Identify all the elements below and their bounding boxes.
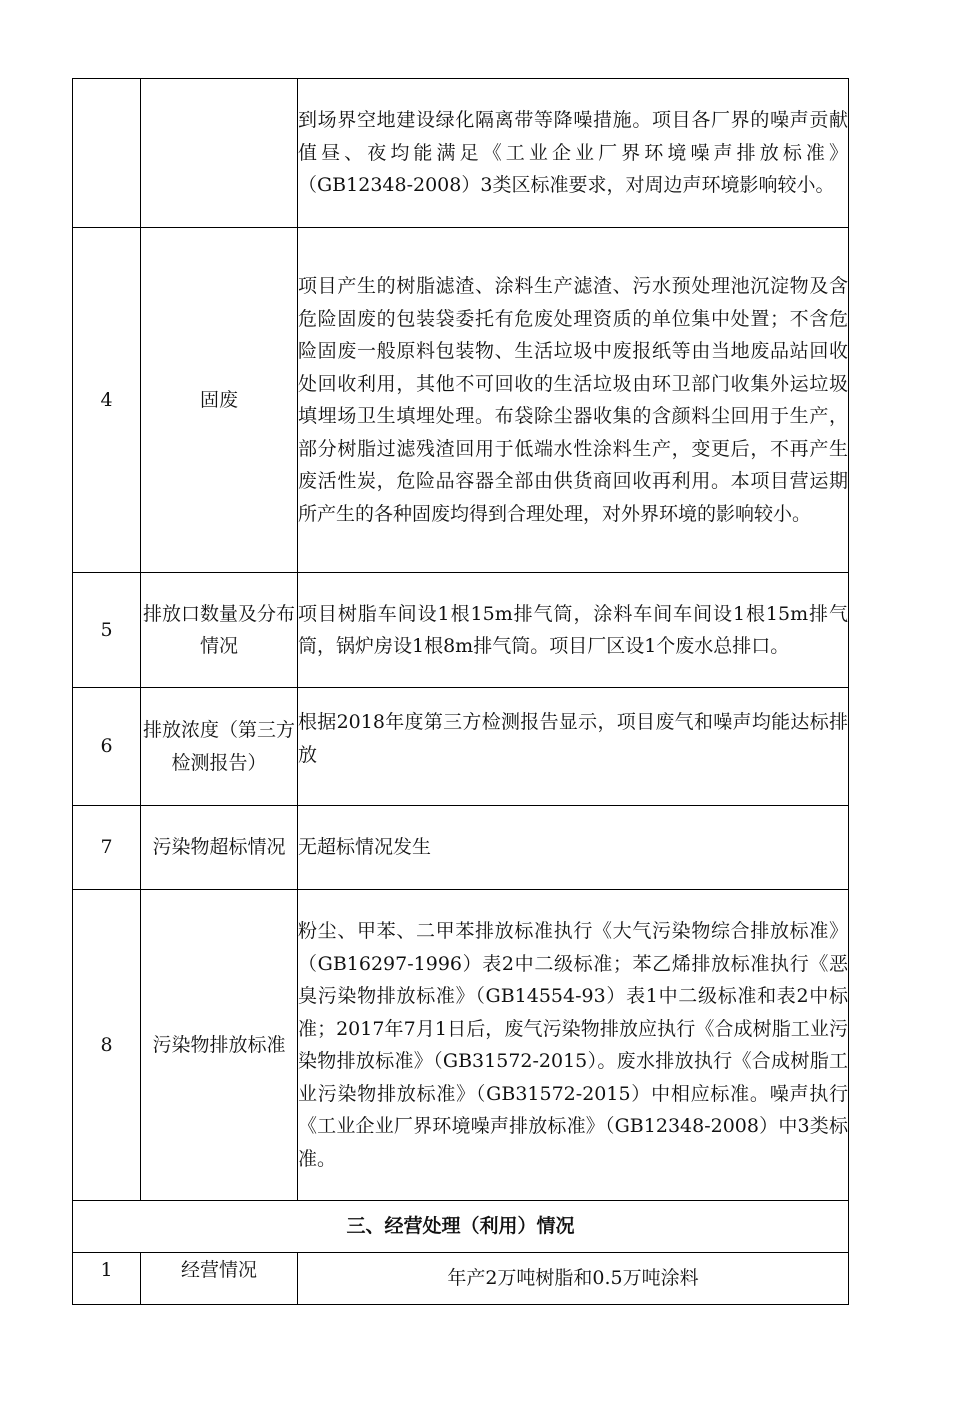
- row-item: 污染物排放标准: [141, 890, 298, 1201]
- row-content: 到场界空地建设绿化隔离带等降噪措施。项目各厂界的噪声贡献值昼、夜均能满足《工业企业厂界环境噪声排放标准》（GB12348-2008）3类区标准要求，对周边声环境影响较小。: [298, 79, 849, 228]
- row-number: 1: [73, 1253, 141, 1305]
- row-content: 年产2万吨树脂和0.5万吨涂料: [298, 1253, 849, 1305]
- row-item: 排放口数量及分布情况: [141, 573, 298, 688]
- row-content: 根据2018年度第三方检测报告显示，项目废气和噪声均能达标排放: [298, 688, 849, 806]
- section-header-row: [73, 1201, 849, 1253]
- row-number: [73, 79, 141, 228]
- table-row: [73, 1253, 849, 1305]
- row-number: 5: [73, 573, 141, 688]
- row-item: 固废: [141, 228, 298, 573]
- row-content: 项目树脂车间设1根15m排气筒，涂料车间车间设1根15m排气筒，锅炉房设1根8m排气筒。项目厂区设1个废水总排口。: [298, 573, 849, 688]
- row-item: 污染物超标情况: [141, 806, 298, 890]
- section-title: 三、经营处理（利用）情况: [73, 1201, 849, 1253]
- table-row: [73, 890, 849, 1201]
- row-item: [141, 79, 298, 228]
- row-number: 4: [73, 228, 141, 573]
- row-number: 6: [73, 688, 141, 806]
- row-number: 8: [73, 890, 141, 1201]
- row-item: 经营情况: [141, 1253, 298, 1305]
- table-row: [73, 688, 849, 806]
- row-content: 粉尘、甲苯、二甲苯排放标准执行《大气污染物综合排放标准》（GB16297-1996）表2中二级标准；苯乙烯排放标准执行《恶臭污染物排放标准》（GB14554-93）表1中二级标准和表2中标准；2017年7月1日后，废气污染物排放应执行《合成树脂工业污染物排放标准》（GB31572-2015）。废水排放执行《合成树脂工业污染物排放标准》（GB31572-2015）中相应标准。噪声执行《工业企业厂界环境噪声排放标准》（GB12348-2008）中3类标准。: [298, 890, 849, 1201]
- row-content: 无超标情况发生: [298, 806, 849, 890]
- table-row: [73, 806, 849, 890]
- row-content: 项目产生的树脂滤渣、涂料生产滤渣、污水预处理池沉淀物及含危险固废的包装袋委托有危废处理资质的单位集中处置；不含危险固废一般原料包装物、生活垃圾中废报纸等由当地废品站回收处回收利用，其他不可回收的生活垃圾由环卫部门收集外运垃圾填埋场卫生填埋处理。布袋除尘器收集的含颜料尘回用于生产，部分树脂过滤残渣回用于低端水性涂料生产，变更后，不再产生废活性炭，危险品容器全部由供货商回收再利用。本项目营运期所产生的各种固废均得到合理处理，对外界环境的影响较小。: [298, 228, 849, 573]
- row-number: 7: [73, 806, 141, 890]
- report-table: [72, 78, 849, 1305]
- table-row: [73, 79, 849, 228]
- table-row: [73, 573, 849, 688]
- table-row: [73, 228, 849, 573]
- row-item: 排放浓度（第三方检测报告）: [141, 688, 298, 806]
